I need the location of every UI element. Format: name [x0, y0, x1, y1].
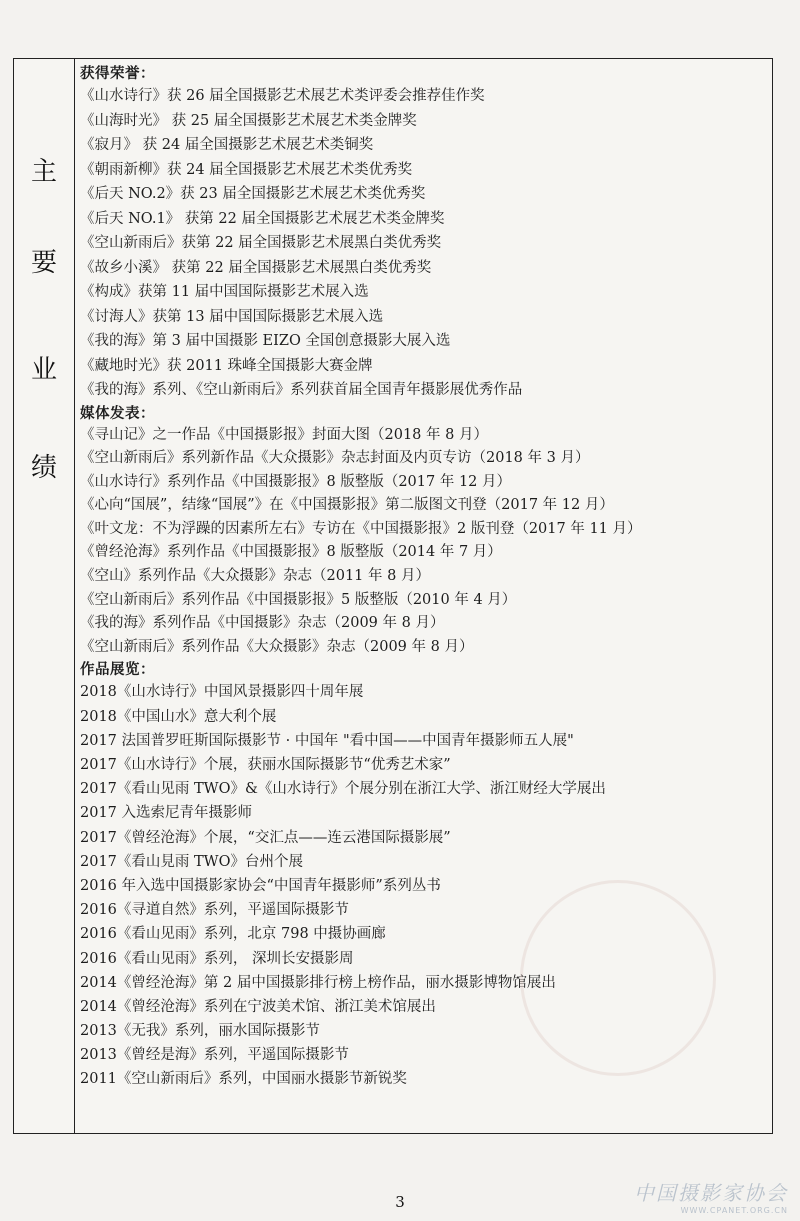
- watermark-title: 中国摄影家协会: [634, 1181, 788, 1205]
- media-item: 《空山》系列作品《大众摄影》杂志（2011 年 8 月）: [80, 568, 430, 585]
- media-item: 《空山新雨后》系列作品《大众摄影》杂志（2009 年 8 月）: [80, 638, 474, 655]
- honor-item: 《山水诗行》获 26 届全国摄影艺术展艺术类评委会推荐佳作奖: [80, 88, 485, 104]
- media-list: [80, 424, 766, 660]
- exhibition-item: 2017《山水诗行》个展，获丽水国际摄影节“优秀艺术家”: [80, 757, 451, 773]
- media-item: 《空山新雨后》系列作品《中国摄影报》5 版整版（2010 年 4 月）: [80, 591, 517, 608]
- exhibition-item: 2014《曾经沧海》第 2 届中国摄影排行榜上榜作品，丽水摄影博物馆展出: [80, 974, 556, 991]
- exhibition-item: 2014《曾经沧海》系列在宁波美术馆、浙江美术馆展出: [80, 998, 436, 1015]
- exhibition-item: 2016《看山见雨》系列，北京 798 中摄协画廊: [80, 926, 386, 943]
- exhibition-item: 2017《曾经沧海》个展，“交汇点——连云港国际摄影展”: [80, 829, 451, 846]
- exhibition-item: 2017 入选索尼青年摄影师: [80, 805, 253, 822]
- honor-item: 《故乡小溪》 获第 22 届全国摄影艺术展黑白类优秀奖: [80, 259, 432, 276]
- honor-item: 《山海时光》 获 25 届全国摄影艺术展艺术类金牌奖: [80, 112, 417, 129]
- media-item: 《心向“国展”，结缘“国展”》在《中国摄影报》第二版图文刊登（2017 年 12 月）: [80, 497, 614, 514]
- media-item: 《空山新雨后》系列新作品《大众摄影》杂志封面及内页专访（2018 年 3 月）: [80, 450, 590, 467]
- exhibition-item: 2018《中国山水》意大利个展: [80, 708, 277, 725]
- exhibition-item: 2016《寻道自然》系列，平遥国际摄影节: [80, 902, 349, 919]
- exhibition-item: 2011《空山新雨后》系列，中国丽水摄影节新锐奖: [80, 1071, 407, 1088]
- honor-item: 《空山新雨后》获第 22 届全国摄影艺术展黑白类优秀奖: [80, 235, 442, 251]
- exhibition-item: 2013《曾经是海》系列，平遥国际摄影节: [80, 1047, 349, 1064]
- exhibition-item: 2018《山水诗行》中国风景摄影四十周年展: [80, 684, 364, 701]
- side-label-char: 绩: [30, 453, 57, 483]
- watermark: [634, 1177, 788, 1215]
- media-heading: 媒体发表：: [80, 404, 155, 422]
- exhibition-item: 2013《无我》系列，丽水国际摄影节: [80, 1023, 320, 1040]
- media-item: 《山水诗行》系列作品《中国摄影报》8 版整版（2017 年 12 月）: [80, 473, 512, 490]
- exhibitions-heading: 作品展览：: [80, 661, 155, 679]
- honor-item: 《构成》获第 11 届中国国际摄影艺术展入选: [80, 284, 369, 300]
- exhibition-item: 2016 年入选中国摄影家协会“中国青年摄影师”系列丛书: [80, 877, 441, 894]
- exhibition-item: 2017《看山见雨 TWO》&《山水诗行》个展分别在浙江大学、浙江财经大学展出: [80, 781, 606, 798]
- side-label-column: [14, 59, 75, 1133]
- honor-item: 《寂月》 获 24 届全国摄影艺术展艺术类铜奖: [80, 137, 374, 153]
- side-label-char: 要: [30, 248, 57, 278]
- media-item: 《寻山记》之一作品《中国摄影报》封面大图（2018 年 8 月）: [80, 426, 488, 443]
- media-item: 《我的海》系列作品《中国摄影》杂志（2009 年 8 月）: [80, 615, 445, 632]
- faded-seal-stamp: [520, 880, 716, 1076]
- honor-item: 《朝雨新柳》获 24 届全国摄影艺术展艺术类优秀奖: [80, 161, 413, 178]
- honors-heading: 获得荣誉：: [80, 65, 155, 82]
- honor-item: 《后天 NO.1》 获第 22 届全国摄影艺术展艺术类金牌奖: [80, 210, 445, 227]
- honor-item: 《藏地时光》获 2011 珠峰全国摄影大赛金牌: [80, 357, 373, 374]
- media-item: 《曾经沧海》系列作品《中国摄影报》8 版整版（2014 年 7 月）: [80, 544, 502, 561]
- side-label-char: 业: [30, 355, 57, 385]
- media-item: 《叶文龙：不为浮躁的因素所左右》专访在《中国摄影报》2 版刊登（2017 年 11 月）: [80, 520, 642, 537]
- page-number: 3: [395, 1193, 405, 1211]
- exhibition-item: 2017 法国普罗旺斯国际摄影节 · 中国年 "看中国——中国青年摄影师五人展": [80, 732, 574, 749]
- honor-item: 《后天 NO.2》获 23 届全国摄影艺术展艺术类优秀奖: [80, 186, 426, 202]
- honors-list: [80, 84, 766, 403]
- side-label-char: 主: [30, 157, 57, 187]
- honor-item: 《讨海人》获第 13 届中国国际摄影艺术展入选: [80, 308, 384, 325]
- watermark-url: WWW.CPANET.ORG.CN: [680, 1206, 788, 1215]
- honor-item: 《我的海》系列、《空山新雨后》系列获首届全国青年摄影展优秀作品: [80, 382, 523, 398]
- exhibition-item: 2016《看山见雨》系列， 深圳长安摄影周: [80, 950, 354, 967]
- honor-item: 《我的海》第 3 届中国摄影 EIZO 全国创意摄影大展入选: [80, 333, 451, 349]
- exhibition-item: 2017《看山見雨 TWO》台州个展: [80, 853, 303, 870]
